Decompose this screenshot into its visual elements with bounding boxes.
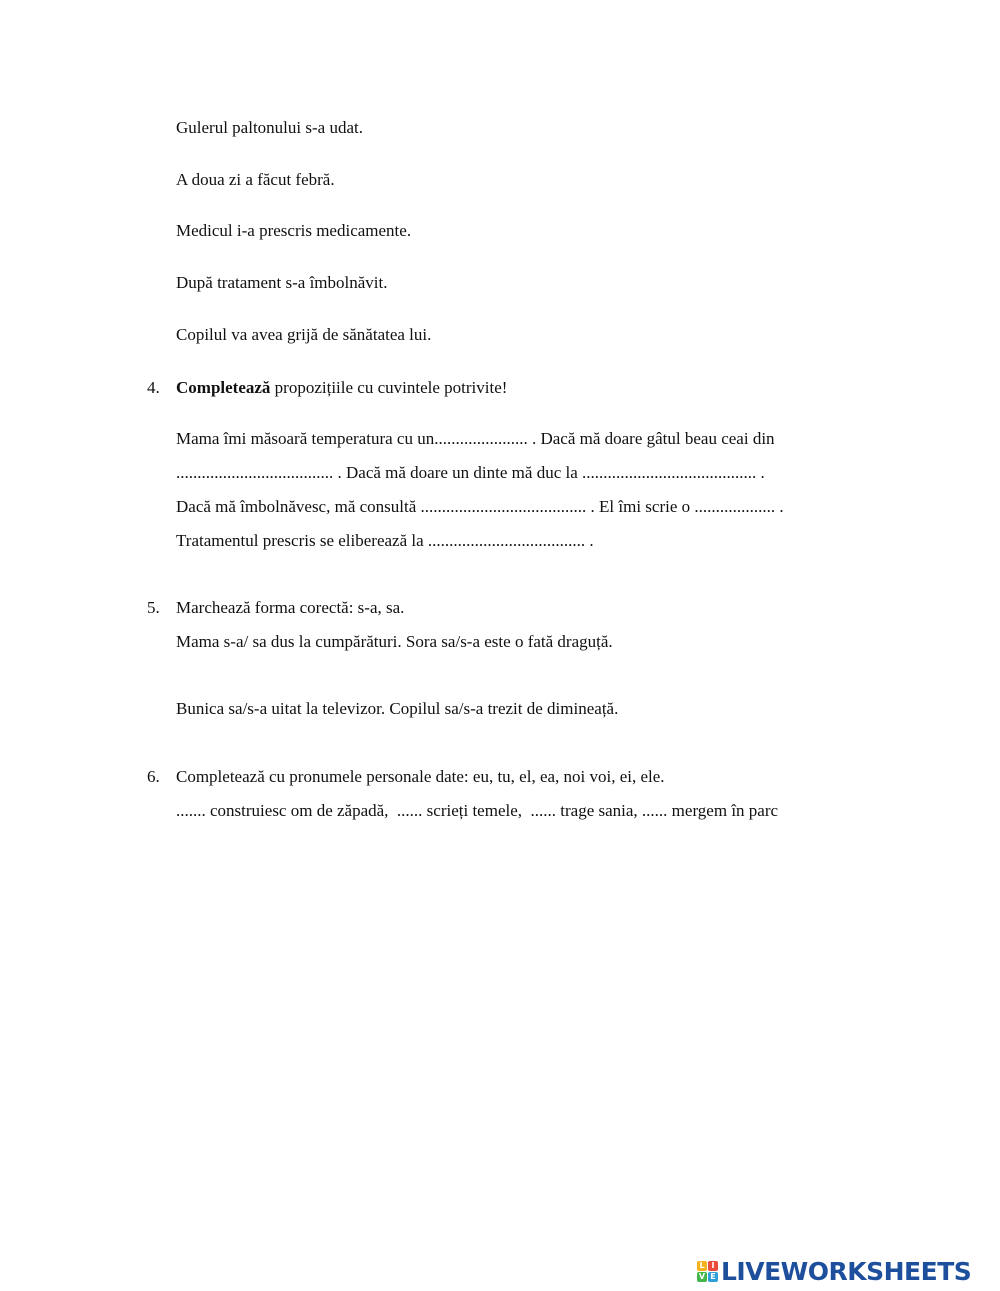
section6-line[interactable]: ....... construiesc om de zăpadă, ...... scrieți temele, ...... trage sania, ...... mergem în parc bbox=[176, 801, 779, 820]
section6-number: 6. bbox=[147, 767, 160, 786]
section4-instruction bbox=[176, 378, 507, 398]
section5-number: 5. bbox=[147, 598, 160, 617]
section3-sentence-1: Gulerul paltonului s-a udat. bbox=[176, 118, 363, 137]
section5-line-1[interactable]: Mama s-a/ sa dus la cumpărături. Sora sa/s-a este o fată draguță. bbox=[176, 632, 613, 651]
section5-line-2[interactable]: Bunica sa/s-a uitat la televizor. Copilul sa/s-a trezit de dimineață. bbox=[176, 699, 619, 718]
section4-line-2[interactable]: ..................................... . Dacă mă doare un dinte mă duc la ......................................... . bbox=[176, 463, 765, 482]
section4-line-4[interactable]: Tratamentul prescris se eliberează la ..................................... . bbox=[176, 531, 594, 550]
section3-sentence-5: Copilul va avea grijă de sănătatea lui. bbox=[176, 325, 432, 344]
liveworksheets-logo bbox=[697, 1256, 971, 1286]
section5-instruction: Marchează forma corectă: s-a, sa. bbox=[176, 598, 405, 617]
section4-line-3[interactable]: Dacă mă îmbolnăvesc, mă consultă ....................................... . El îmi scrie o ................... . bbox=[176, 497, 784, 516]
logo-mark-i: I bbox=[708, 1261, 718, 1271]
section4-instruction-rest: propozițiile cu cuvintele potrivite! bbox=[270, 378, 508, 397]
section4-number: 4. bbox=[147, 378, 160, 397]
logo-text: LIVEWORKSHEETS bbox=[721, 1256, 972, 1286]
section3-sentence-3: Medicul i-a prescris medicamente. bbox=[176, 221, 412, 240]
logo-mark-e: E bbox=[708, 1272, 718, 1282]
logo-mark-icon bbox=[697, 1261, 718, 1282]
section4-line-1[interactable]: Mama îmi măsoară temperatura cu un...................... . Dacă mă doare gâtul beau ceai din bbox=[176, 429, 775, 448]
section6-instruction: Completează cu pronumele personale date: eu, tu, el, ea, noi voi, ei, ele. bbox=[176, 767, 665, 786]
section3-sentence-4: După tratament s-a îmbolnăvit. bbox=[176, 273, 388, 292]
section3-sentence-2: A doua zi a făcut febră. bbox=[176, 170, 335, 189]
logo-mark-v: V bbox=[698, 1271, 706, 1281]
section4-instruction-bold: Completează bbox=[176, 378, 271, 397]
logo-mark-l: L bbox=[697, 1261, 707, 1271]
